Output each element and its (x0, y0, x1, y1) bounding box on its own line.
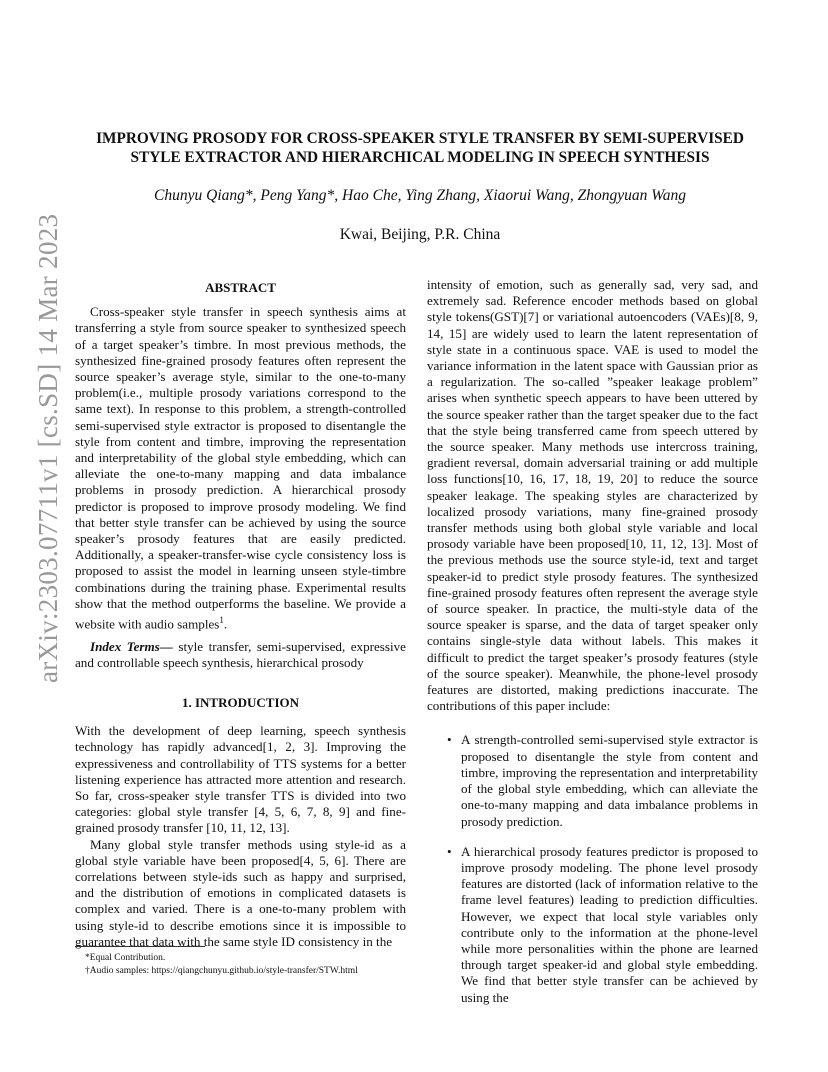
index-terms: Index Terms— style transfer, semi-supervised, expressive and controllable speech synthesis, hierarchical prosody (75, 638, 406, 670)
footnotes (75, 952, 406, 977)
abstract-heading: ABSTRACT (205, 280, 276, 295)
authors: Chunyu Qiang*, Peng Yang*, Hao Che, Ying Zhang, Xiaorui Wang, Zhongyuan Wang (154, 187, 686, 204)
arxiv-stamp: arXiv:2303.07711v1 [cs.SD] 14 Mar 2023 (33, 213, 63, 683)
title-line-2: STYLE EXTRACTOR AND HIERARCHICAL MODELING IN SPEECH SYNTHESIS (130, 149, 710, 166)
footnote-audio-samples[interactable]: †Audio samples: https://qiangchunyu.github.io/style-transfer/STW.html (85, 965, 358, 976)
right-paragraph-1: intensity of emotion, such as generally sad, very sad, and extremely sad. Reference encoder methods based on global style tokens(GST)[7] or variational autoencoders (VAEs)[8, 9, 14, 15] are widely used to learn the latent representation of style state in a continuous space. VAE is used to model the variance information in the latent space with Gaussian prior as a regularization. The so-called ”speaker leakage problem” arises when synthetic speech appears to have been uttered by the source speaker rather than the target speaker due to the fact that the style being transferred came from speech uttered by the source speaker. Many methods use intercross training, gradient reversal, domain adversarial training or add multiple loss functions[10, 16, 17, 18, 19, 20] to reduce the source speaker leakage. The speaking styles are characterized by localized prosody variations, many fine-grained prosody transfer methods using both global style variable and local prosody variable have been proposed[10, 11, 12, 13]. Most of the previous methods use the source style-id, text and target speaker-id to predict style prosody features. The synthesized fine-grained prosody features often represent the average style of source speaker. In practice, the multi-style data of the source speaker is sparse, and the data of target speaker only contains single-style data without labels. This makes it difficult to predict the target speaker’s prosody features (style of the source speaker). Meanwhile, the phone-level prosody features are distorted, making predictions inaccurate. The contributions of this paper include: (427, 277, 758, 714)
footnote-equal-contribution: *Equal Contribution. (85, 953, 166, 963)
contributions-list (427, 732, 758, 1005)
list-item: • A strength-controlled semi-supervised style extractor is proposed to disentangle the style from content and timbre, improving the representation and interpretability of the global style embedding, which can alleviate the one-to-many mapping and data imbalance problems in prosody prediction. (461, 732, 758, 829)
index-terms-label: Index Terms— (90, 638, 173, 654)
footnote-rule (75, 946, 205, 947)
footnote-link[interactable]: 1 (219, 615, 224, 626)
title-line-1: IMPROVING PROSODY FOR CROSS-SPEAKER STYLE TRANSFER BY SEMI-SUPERVISED (96, 130, 744, 147)
intro-paragraph-2: Many global style transfer methods using style-id as a global style variable have been proposed[4, 5, 6]. There are correlations between style-ids such as happy and surprised, and the distribution of emotions in complicated datasets is complex and varied. There is a one-to-many problem with using style-id to describe emotions since it is impossible to guarantee that data with the same style ID consistency in the (75, 836, 406, 949)
abstract-text: Cross-speaker style transfer in speech synthesis aims at transferring a style from source speaker to synthesized speech of a target speaker’s timbre. In most previous methods, the synthesized fine-grained prosody features often represent the source speaker’s average style, similar to the one-to-many problem(i.e., multiple prosody variations correspond to the same text). In response to this problem, a strength-controlled semi-supervised style extractor is proposed to disentangle the style from content and timbre, improving the representation and interpretability of the global style embedding, which can alleviate the one-to-many mapping and data imbalance problems in prosody prediction. A hierarchical prosody predictor is proposed to improve prosody modeling. We find that better style transfer can be achieved by using the source speaker’s prosody features that are easily predicted. Additionally, a speaker-transfer-wise cycle consistency loss is proposed to assist the model in learning unseen style-timbre combinations during the training phase. Experimental results show that the method outperforms the baseline. We provide a website with audio samples$^1$. (75, 304, 406, 632)
left-column (75, 280, 406, 950)
introduction-heading: 1. INTRODUCTION (181, 695, 299, 711)
paper-title (70, 129, 770, 167)
list-item: • A hierarchical prosody features predictor is proposed to improve prosody modeling. The phone level prosody features are distorted (lack of information relative to the frame level features) leading to prediction difficulties. However, we expect that local style variables only contribute only to the information at the phone-level while more personalities within the phone are learned through target speaker-id and global style embedding. We find that better style transfer can be achieved by using the (461, 844, 758, 1006)
affiliation: Kwai, Beijing, P.R. China (339, 226, 501, 243)
intro-paragraph-1: With the development of deep learning, speech synthesis technology has rapidly advanced[1, 2, 3]. Improving the expressiveness and controllability of TTS systems for a better listening experience has attracted more attention and research. So far, cross-speaker style transfer TTS is divided into two categories: global style transfer [4, 5, 6, 7, 8, 9] and fine-grained prosody transfer [10, 11, 12, 13]. (75, 723, 406, 836)
right-column (427, 277, 758, 1020)
